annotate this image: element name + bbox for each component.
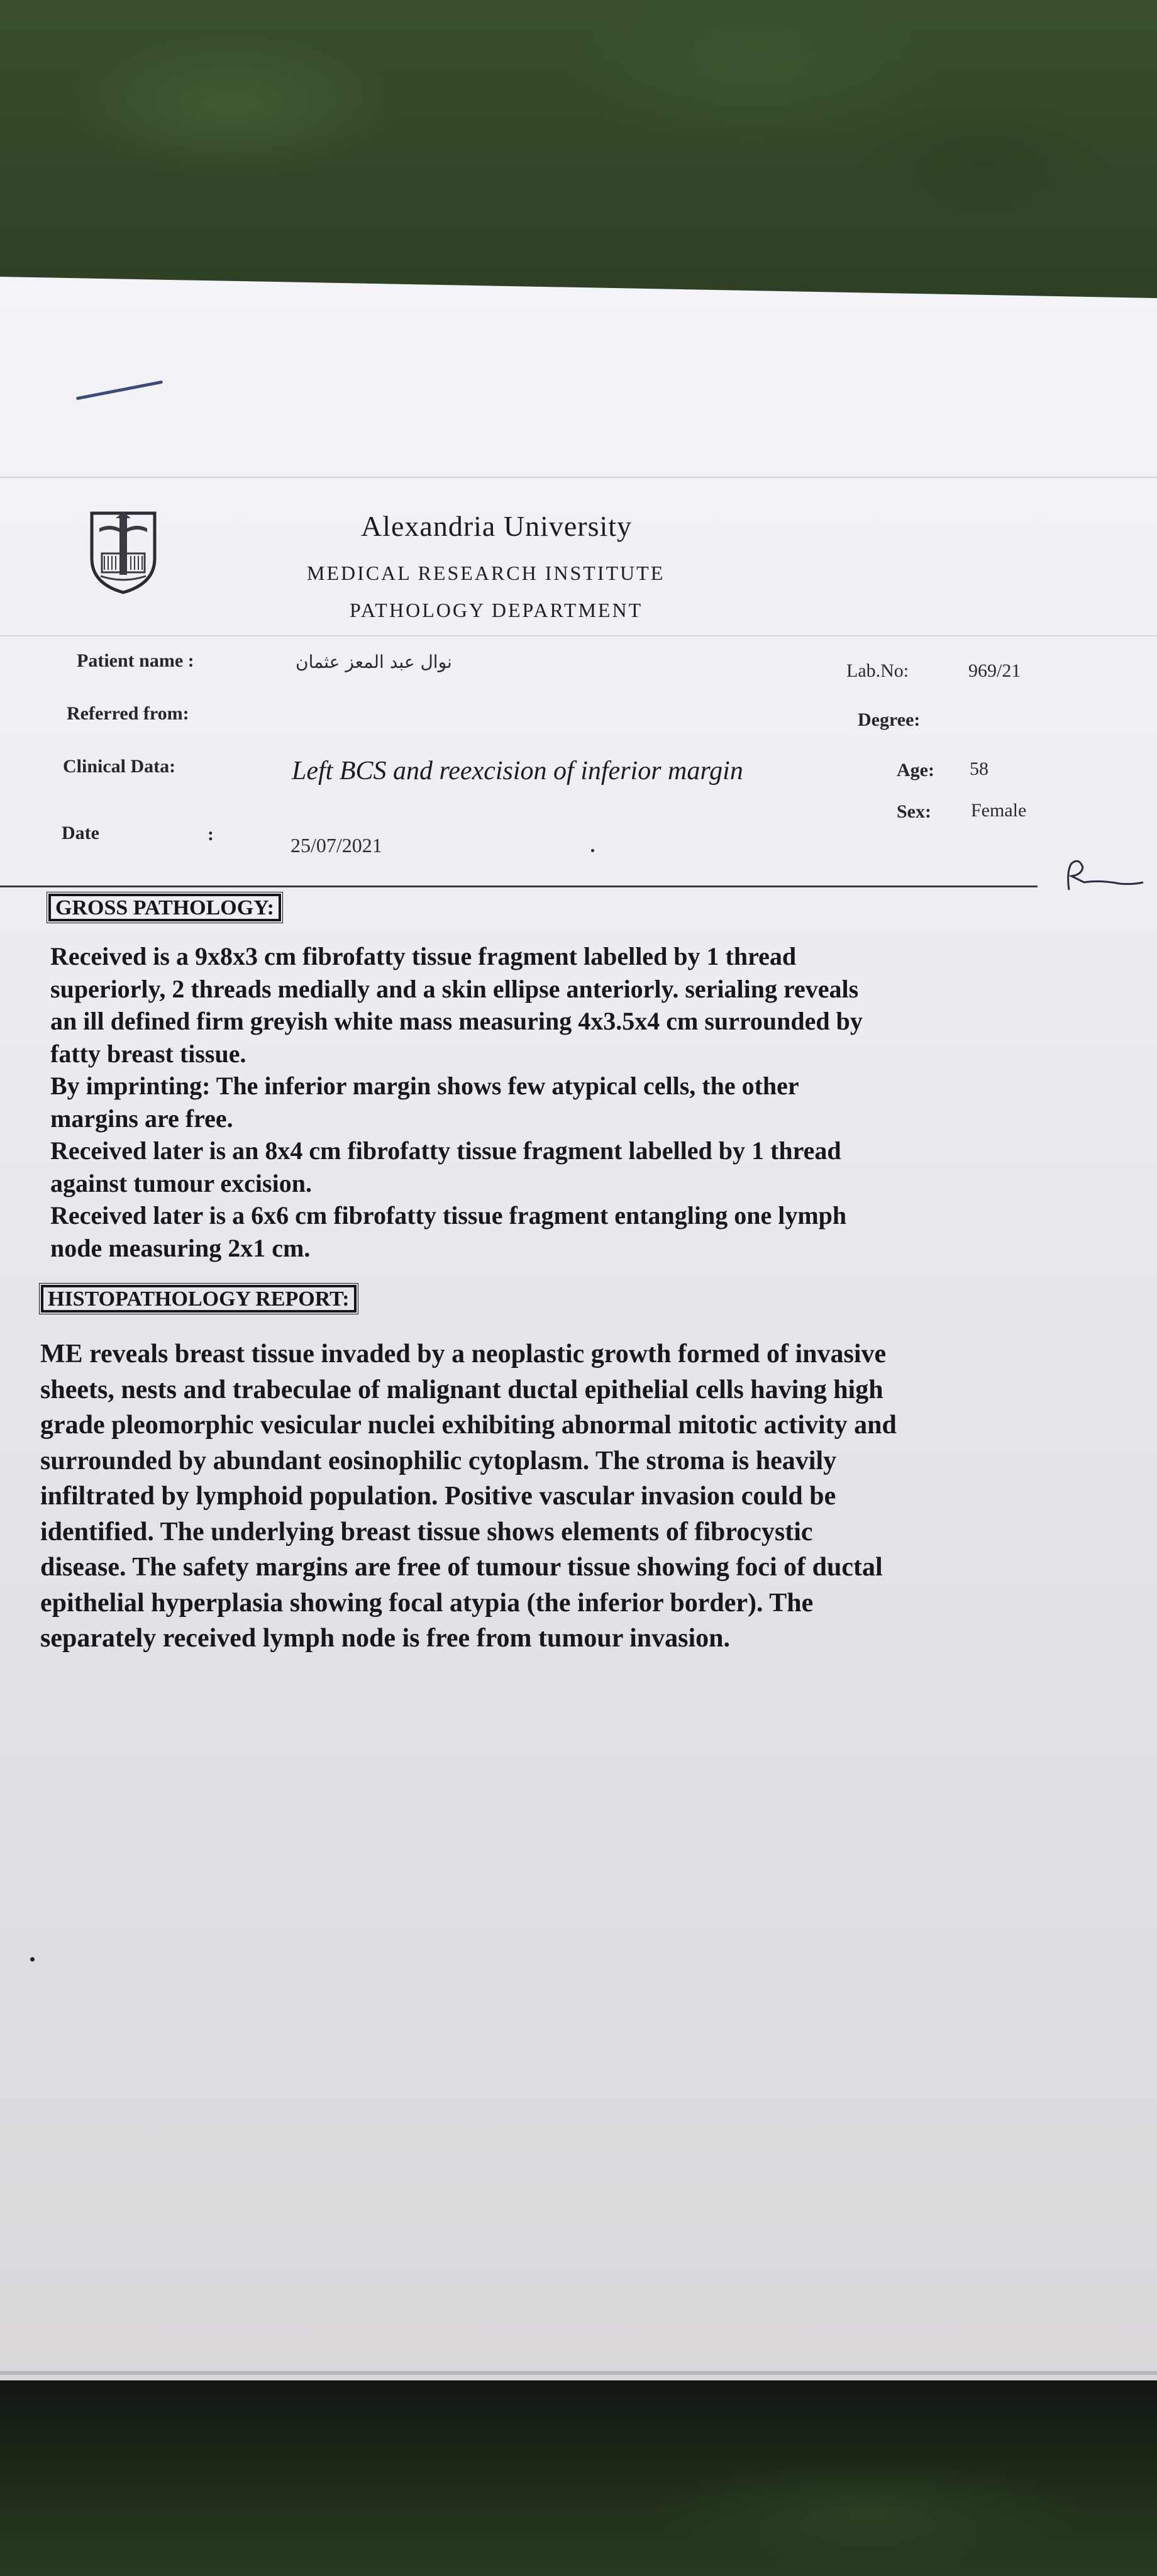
gross-pathology-text	[50, 940, 863, 1264]
stray-dot	[591, 849, 594, 852]
gross-line: margins are free.	[50, 1104, 233, 1133]
histo-line: separately received lymph node is free from tumour invasion.	[40, 1624, 730, 1653]
histo-line: disease. The safety margins are free of tumour tissue showing foci of ductal	[40, 1553, 883, 1582]
gross-line: node measuring 2x1 cm.	[50, 1233, 311, 1262]
gross-line: against tumour excision.	[50, 1169, 312, 1197]
histo-line: ME reveals breast tissue invaded by a neoplastic growth formed of invasive	[40, 1340, 887, 1368]
background-carpet-bottom	[0, 2365, 1157, 2576]
date-value: 25/07/2021	[291, 834, 382, 857]
sex-label: Sex:	[897, 801, 931, 822]
histopathology-text	[40, 1336, 897, 1657]
lab-no-value: 969/21	[968, 660, 1021, 681]
gross-line: Received later is an 8x4 cm fibrofatty tissue fragment labelled by 1 thread	[50, 1136, 841, 1165]
age-value: 58	[970, 758, 988, 779]
university-logo-icon	[88, 509, 158, 595]
paper-bottom-edge	[0, 2371, 1157, 2375]
gross-line: fatty breast tissue.	[50, 1039, 246, 1068]
sex-value: Female	[971, 800, 1027, 821]
age-label: Age:	[897, 760, 934, 780]
histo-line: identified. The underlying breast tissue shows elements of fibrocystic	[40, 1517, 813, 1546]
clinical-data-value: Left BCS and reexcision of inferior margin	[292, 757, 743, 786]
histo-line: surrounded by abundant eosinophilic cytoplasm. The stroma is heavily	[40, 1446, 837, 1475]
faint-rule-top	[0, 477, 1157, 478]
stray-dot	[30, 1957, 35, 1962]
department-name: PATHOLOGY DEPARTMENT	[350, 599, 643, 621]
gross-line: Received later is a 6x6 cm fibrofatty tissue fragment entangling one lymph	[50, 1201, 847, 1230]
date-colon: :	[208, 824, 214, 845]
histo-line: sheets, nests and trabeculae of malignant ductal epithelial cells having high	[40, 1375, 883, 1404]
gross-line: Received is a 9x8x3 cm fibrofatty tissue fragment labelled by 1 thread	[50, 942, 797, 970]
degree-label: Degree:	[858, 709, 921, 730]
clinical-data-label: Clinical Data:	[63, 756, 176, 777]
histo-line: infiltrated by lymphoid population. Positive vascular invasion could be	[40, 1482, 836, 1511]
lab-no-label: Lab.No:	[846, 660, 909, 681]
histo-line: grade pleomorphic vesicular nuclei exhibiting abnormal mitotic activity and	[40, 1411, 897, 1440]
gross-line: superiorly, 2 threads medially and a skin ellipse anteriorly. serialing reveals	[50, 974, 859, 1003]
report-paper	[0, 277, 1157, 2380]
patient-name-value: نوال عبد المعز عثمان	[296, 652, 452, 672]
handwritten-initial-mark	[1063, 858, 1144, 896]
institute-name: MEDICAL RESEARCH INSTITUTE	[307, 562, 665, 584]
histopathology-heading: HISTOPATHOLOGY REPORT:	[39, 1283, 358, 1314]
referred-from-label: Referred from:	[67, 703, 189, 724]
patient-name-label: Patient name :	[77, 650, 194, 671]
histo-line: epithelial hyperplasia showing focal atypia (the inferior border). The	[40, 1588, 814, 1618]
gross-line: an ill defined firm greyish white mass measuring 4x3.5x4 cm surrounded by	[50, 1007, 863, 1035]
header-divider	[0, 886, 1038, 887]
university-name: Alexandria University	[361, 510, 633, 542]
date-label: Date	[62, 823, 99, 843]
gross-line: By imprinting: The inferior margin shows few atypical cells, the other	[50, 1072, 799, 1100]
faint-rule-header	[0, 635, 1157, 636]
gross-pathology-heading: GROSS PATHOLOGY:	[47, 892, 283, 923]
